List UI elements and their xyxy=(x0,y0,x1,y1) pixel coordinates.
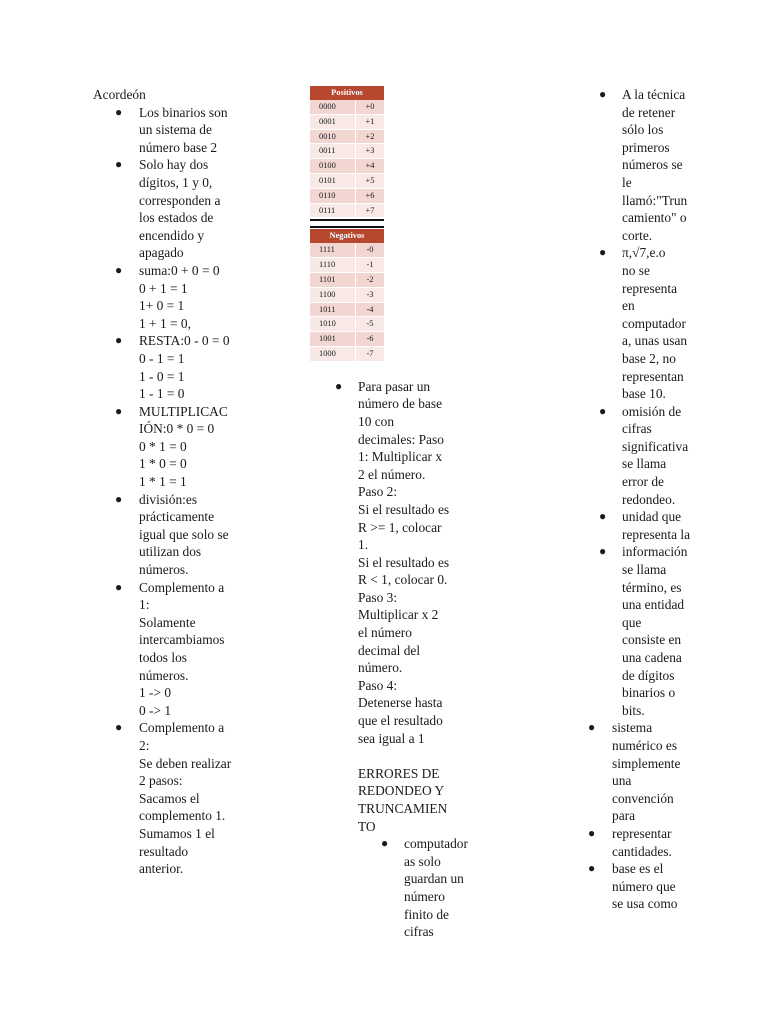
text-line: números se xyxy=(622,157,683,173)
text-line: 1: xyxy=(139,597,150,613)
text-line: para xyxy=(612,808,636,824)
binary-code-cell: 1010 xyxy=(310,317,356,332)
text-line: decimal del xyxy=(358,642,421,658)
bullet-icon: ● xyxy=(599,403,607,418)
binary-code-cell: 1011 xyxy=(310,302,356,317)
text-line: término, es xyxy=(622,579,682,595)
table-row xyxy=(310,258,384,273)
text-line: Para pasar un xyxy=(358,378,431,394)
text-line: base 2, no xyxy=(622,350,676,366)
text-line: sólo los xyxy=(622,122,664,138)
bullet-icon: ● xyxy=(599,87,607,101)
table-row xyxy=(310,173,384,188)
bullet-icon: ● xyxy=(115,157,123,172)
text-line: redondeo. xyxy=(622,491,676,507)
text-line: Si el resultado es xyxy=(358,554,450,570)
bullet-icon: ● xyxy=(115,579,123,594)
text-line: 2 el número. xyxy=(358,466,426,482)
decimal-value-cell: +1 xyxy=(356,114,385,129)
list-item xyxy=(588,244,708,402)
list-item-text xyxy=(612,719,708,825)
decimal-value-cell: +0 xyxy=(356,100,385,114)
decimal-value-cell: -5 xyxy=(356,317,385,332)
list-item-text xyxy=(139,332,253,402)
text-line: 2: xyxy=(139,737,150,753)
text-line: consiste en xyxy=(622,632,682,648)
text-line: en xyxy=(622,298,635,314)
text-line: número. xyxy=(358,660,403,676)
decimal-value-cell: -3 xyxy=(356,287,385,302)
decimal-value-cell: +7 xyxy=(356,203,385,218)
errors-heading xyxy=(310,765,480,835)
binary-code-cell: 0100 xyxy=(310,159,356,174)
text-line: intercambiamos xyxy=(139,632,225,648)
list-item-text xyxy=(622,508,708,543)
list-item-text xyxy=(139,104,253,157)
text-line: el número xyxy=(358,625,412,641)
table-row xyxy=(310,144,384,159)
binary-code-cell: 0000 xyxy=(310,100,356,114)
text-line: TRUNCAMIEN xyxy=(358,801,448,816)
positives-table xyxy=(310,86,384,218)
list-item xyxy=(93,403,253,491)
binary-code-cell: 0111 xyxy=(310,203,356,218)
bullet-icon: ● xyxy=(588,825,596,840)
list-item xyxy=(310,835,480,941)
decimal-value-cell: +2 xyxy=(356,129,385,144)
text-line: encendido y xyxy=(139,227,205,243)
text-line: números. xyxy=(139,562,189,578)
bullet-icon: ● xyxy=(599,544,607,559)
binary-code-cell: 0001 xyxy=(310,114,356,129)
text-line: se llama xyxy=(622,456,667,472)
text-line: Solamente xyxy=(139,614,196,630)
text-line: 1 - 1 = 0 xyxy=(139,386,185,402)
text-line: prácticamente xyxy=(139,509,215,525)
text-line: que el resultado xyxy=(358,713,443,729)
table-row xyxy=(310,317,384,332)
text-line: de retener xyxy=(622,104,676,120)
decimal-value-cell: +4 xyxy=(356,159,385,174)
negatives-table-header: Negativos xyxy=(310,229,384,243)
list-item-text xyxy=(139,491,253,579)
list-item xyxy=(588,860,708,913)
text-line: una cadena xyxy=(622,650,682,665)
list-item xyxy=(93,719,253,877)
text-line: 1+ 0 = 1 xyxy=(139,298,185,314)
text-line: que xyxy=(622,614,642,630)
text-line: numérico es xyxy=(612,737,678,753)
text-line: Paso 4: xyxy=(358,677,398,693)
text-line: Complemento a xyxy=(139,579,225,595)
text-line: Los binarios son xyxy=(139,104,228,120)
text-line: 1 * 1 = 1 xyxy=(139,474,187,490)
text-line: REDONDEO Y xyxy=(358,783,445,799)
text-line: cifras xyxy=(622,421,652,437)
text-line: números. xyxy=(139,667,189,683)
text-line: sistema xyxy=(612,720,653,736)
decimal-value-cell: -4 xyxy=(356,302,385,317)
text-line: una entidad xyxy=(622,597,685,613)
column-2 xyxy=(310,86,480,941)
text-line: primeros xyxy=(622,139,670,155)
text-line: error de xyxy=(622,474,665,490)
text-line: unidad que xyxy=(622,509,682,525)
column-1-list xyxy=(93,104,253,878)
bullet-icon: ● xyxy=(115,403,123,418)
text-line: complemento 1. xyxy=(139,808,226,824)
text-line: igual que solo se xyxy=(139,526,229,542)
bullet-icon: ● xyxy=(115,333,123,348)
list-item-text xyxy=(139,579,253,720)
list-item-text xyxy=(622,543,708,719)
text-line: computador xyxy=(622,315,686,331)
text-line: 0 - 1 = 1 xyxy=(139,350,185,366)
text-line: 0 -> 1 xyxy=(139,702,172,718)
text-line: apagado xyxy=(139,245,184,261)
text-line: 1 - 0 = 1 xyxy=(139,368,185,384)
text-line: cantidades. xyxy=(612,843,672,859)
text-line: significativa xyxy=(622,438,689,454)
text-line: sea igual a 1 xyxy=(358,730,425,746)
text-line: TO xyxy=(358,818,376,834)
text-line: Sumamos 1 el xyxy=(139,825,215,841)
bullet-icon: ● xyxy=(115,720,123,735)
text-line: división:es xyxy=(139,491,198,507)
text-line: a, unas usan xyxy=(622,333,688,349)
text-line: 10 con xyxy=(358,413,395,429)
text-line: resultado xyxy=(139,843,189,859)
procedure-list xyxy=(310,378,480,747)
decimal-value-cell: -7 xyxy=(356,346,385,361)
table-row xyxy=(310,287,384,302)
decimal-value-cell: -6 xyxy=(356,332,385,347)
list-item-text xyxy=(139,719,253,877)
table-row xyxy=(310,188,384,203)
list-item xyxy=(588,508,708,543)
table-row xyxy=(310,332,384,347)
table-row xyxy=(310,302,384,317)
list-item xyxy=(93,262,253,332)
table-row xyxy=(310,203,384,218)
text-line: número xyxy=(404,888,445,904)
decimal-value-cell: +3 xyxy=(356,144,385,159)
text-line: 1. xyxy=(358,537,369,553)
text-line: se usa como xyxy=(612,896,678,912)
list-item-text xyxy=(139,403,253,491)
text-line: A la técnica xyxy=(622,87,686,102)
list-item-text xyxy=(139,262,253,332)
text-line: R >= 1, colocar xyxy=(358,519,442,535)
text-line: suma:0 + 0 = 0 xyxy=(139,262,220,278)
text-line: número base 2 xyxy=(139,139,218,155)
binary-code-cell: 1110 xyxy=(310,258,356,273)
text-line: anterior. xyxy=(139,861,184,877)
table-row xyxy=(310,346,384,361)
text-line: número que xyxy=(612,878,676,894)
binary-code-cell: 0110 xyxy=(310,188,356,203)
bullet-icon: ● xyxy=(599,509,607,524)
text-line: no se xyxy=(622,262,650,278)
column-3-inner-list xyxy=(588,86,708,719)
column-3-outer-list xyxy=(588,719,708,913)
text-line: base es el xyxy=(612,861,664,877)
text-line: π,√7,e.o xyxy=(622,245,666,261)
table-row xyxy=(310,114,384,129)
text-line: bits. xyxy=(622,702,645,718)
table-row xyxy=(310,272,384,287)
text-line: simplemente xyxy=(612,755,681,771)
text-line: Multiplicar x 2 xyxy=(358,607,439,623)
list-item xyxy=(588,719,708,825)
binary-code-cell: 1001 xyxy=(310,332,356,347)
text-line: corresponden a xyxy=(139,192,221,208)
text-line: IÓN:0 * 0 = 0 xyxy=(139,421,215,437)
binary-code-cell: 0010 xyxy=(310,129,356,144)
bullet-icon: ● xyxy=(115,104,123,119)
text-line: decimales: Paso xyxy=(358,431,444,447)
decimal-value-cell: +5 xyxy=(356,173,385,188)
text-line: Complemento a xyxy=(139,720,225,736)
text-line: convención xyxy=(612,790,674,806)
list-item-text xyxy=(622,86,708,244)
binary-code-cell: 1111 xyxy=(310,243,356,257)
text-line: corte. xyxy=(622,227,653,243)
text-line: Detenerse hasta xyxy=(358,695,443,711)
text-line: un sistema de xyxy=(139,122,212,138)
bullet-icon: ● xyxy=(588,861,596,876)
list-item-text xyxy=(612,860,708,913)
list-item-text xyxy=(622,403,708,509)
binary-code-cell: 0011 xyxy=(310,144,356,159)
list-item-text xyxy=(612,825,708,860)
text-line: dígitos, 1 y 0, xyxy=(139,174,213,190)
text-line: utilizan dos xyxy=(139,544,202,560)
text-line: 2 pasos: xyxy=(139,773,183,789)
text-line: Solo hay dos xyxy=(139,157,209,173)
list-item xyxy=(310,378,480,747)
bullet-icon: ● xyxy=(335,378,343,393)
text-line: cifras xyxy=(404,924,434,940)
text-line: representar xyxy=(612,825,672,841)
text-line: omisión de xyxy=(622,403,682,419)
text-line: número de base xyxy=(358,396,443,412)
bullet-icon: ● xyxy=(381,836,389,851)
text-line: Sacamos el xyxy=(139,790,200,806)
text-line: 1 -> 0 xyxy=(139,685,172,701)
text-line: ERRORES DE xyxy=(358,765,440,781)
text-line: información xyxy=(622,544,688,560)
bullet-icon: ● xyxy=(588,720,596,735)
procedure-text xyxy=(358,378,480,747)
text-line: Paso 2: xyxy=(358,484,398,500)
list-item xyxy=(93,104,253,157)
decimal-value-cell: +6 xyxy=(356,188,385,203)
text-line: una xyxy=(612,773,632,789)
errors-item-text xyxy=(404,835,480,941)
text-line: RESTA:0 - 0 = 0 xyxy=(139,333,230,349)
decimal-value-cell: -0 xyxy=(356,243,385,257)
column-1 xyxy=(93,86,253,878)
decimal-value-cell: -1 xyxy=(356,258,385,273)
list-item-text xyxy=(139,156,253,262)
binary-code-cell: 1000 xyxy=(310,346,356,361)
binary-code-cell: 1101 xyxy=(310,272,356,287)
heading-acordeon: Acordeón xyxy=(93,87,146,102)
text-line: 1 + 1 = 0, xyxy=(139,315,191,331)
list-item xyxy=(93,156,253,262)
text-line: guardan un xyxy=(404,871,464,887)
text-line: MULTIPLICAC xyxy=(139,403,228,419)
text-line: Paso 3: xyxy=(358,589,398,605)
text-line: de dígitos xyxy=(622,667,675,683)
text-line: R < 1, colocar 0. xyxy=(358,572,448,588)
list-item xyxy=(588,403,708,509)
text-line: binarios o xyxy=(622,685,676,701)
table-row xyxy=(310,100,384,114)
list-item xyxy=(588,543,708,719)
list-item xyxy=(93,579,253,720)
binary-code-cell: 0101 xyxy=(310,173,356,188)
text-line: camiento" o xyxy=(622,210,687,226)
text-line: Si el resultado es xyxy=(358,501,450,517)
list-item xyxy=(93,332,253,402)
text-line: 1: Multiplicar x xyxy=(358,449,443,465)
decimal-value-cell: -2 xyxy=(356,272,385,287)
errors-list xyxy=(310,835,480,941)
text-line: computador xyxy=(404,836,468,852)
table-row xyxy=(310,129,384,144)
list-item xyxy=(93,491,253,579)
bullet-icon: ● xyxy=(115,491,123,506)
text-line: se llama xyxy=(622,562,667,578)
column-3 xyxy=(588,86,708,913)
text-line: llamó:"Trun xyxy=(622,192,688,208)
list-item-text xyxy=(622,244,708,402)
text-line: representa la xyxy=(622,526,691,542)
bullet-icon: ● xyxy=(599,245,607,260)
text-line: 1 * 0 = 0 xyxy=(139,456,187,472)
text-line: 0 + 1 = 1 xyxy=(139,280,188,296)
text-line: base 10. xyxy=(622,386,666,402)
text-line: representan xyxy=(622,368,684,384)
text-line: Se deben realizar xyxy=(139,755,232,771)
table-separator xyxy=(310,219,384,228)
text-line: as solo xyxy=(404,853,441,869)
list-item xyxy=(588,86,708,244)
text-line: todos los xyxy=(139,650,187,665)
binary-code-cell: 1100 xyxy=(310,287,356,302)
text-line: representa xyxy=(622,280,678,296)
text-line: 0 * 1 = 0 xyxy=(139,438,187,454)
table-row xyxy=(310,243,384,257)
positives-table-header: Positivos xyxy=(310,86,384,100)
text-line: le xyxy=(622,174,632,190)
table-row xyxy=(310,159,384,174)
text-line: finito de xyxy=(404,906,449,922)
list-item xyxy=(588,825,708,860)
text-line: los estados de xyxy=(139,210,214,226)
bullet-icon: ● xyxy=(115,262,123,277)
negatives-table xyxy=(310,229,384,361)
